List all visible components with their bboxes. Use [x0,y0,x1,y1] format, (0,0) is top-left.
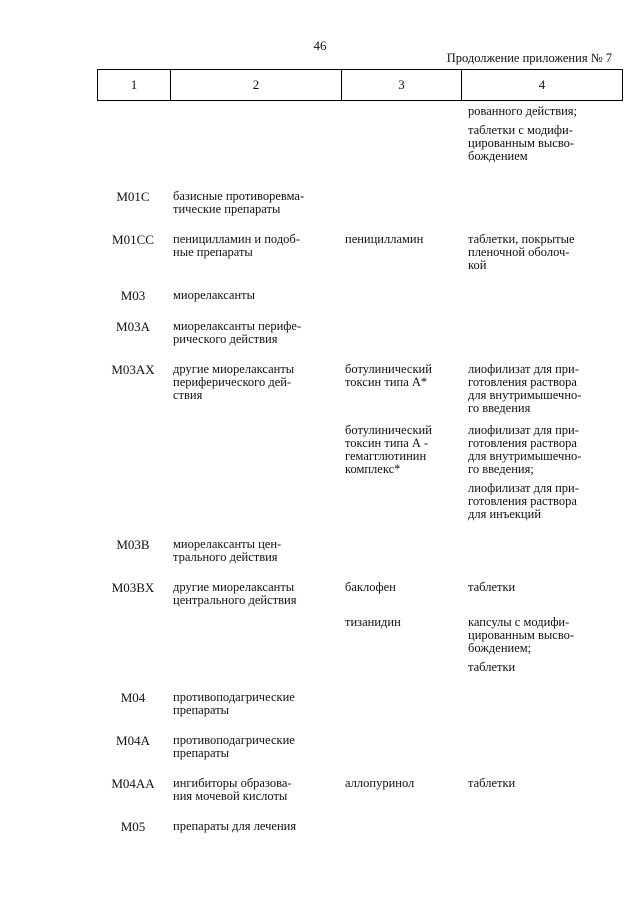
drug-name: аллопуринол [345,776,415,790]
drug-name-cell [343,424,464,538]
table-row [97,363,633,424]
group-name-cell [169,190,343,233]
dosage-form: лиофилизат для при- готовления раствора для инъекций [468,481,579,521]
dosage-form-cell [464,616,633,691]
dosage-form-cell [464,777,633,820]
dosage-form: лиофилизат для при- готовления раствора для внутримышечно- го введения; [468,423,582,476]
group-name-cell [169,777,343,820]
dosage-form: капсулы с модифи- цированным высво- бождением; [468,615,575,655]
group-name: другие миорелаксанты периферического дей- ствия [173,362,295,402]
dosage-form-cell [464,424,633,538]
group-name-cell [169,289,343,320]
drug-name: ботулинический токсин типа А* [345,362,432,389]
group-name-cell [169,616,343,691]
group-name: пеницилламин и подоб- ные препараты [173,232,300,259]
atc-code: M01C [116,189,150,204]
table-row [97,820,633,834]
atc-code: M04AA [111,776,155,791]
group-name-cell [169,581,343,616]
drug-name: пеницилламин [345,232,424,246]
atc-code: M05 [120,819,146,834]
drug-name-cell [343,616,464,691]
atc-code [97,424,169,538]
column-header-4: 4 [462,70,623,101]
atc-code: M03 [120,288,146,303]
column-header-table [97,69,623,101]
drug-name-cell [343,363,464,424]
group-name-cell [169,363,343,424]
column-header-3: 3 [342,70,462,101]
drug-name-cell [343,820,464,834]
dosage-form: таблетки [468,580,516,594]
table-row [97,777,633,820]
dosage-form-cell [464,734,633,777]
dosage-form: таблетки с модифи- цированным высво- бождением [468,123,575,163]
group-name-cell [169,538,343,581]
drug-name-cell [343,102,464,190]
atc-code: M03BX [111,580,155,595]
dosage-form-cell [464,102,633,190]
group-name: миорелаксанты перифе- рического действия [173,319,302,346]
group-name: препараты для лечения [173,819,297,833]
drug-name-cell [343,233,464,289]
atc-code: M03AX [111,362,155,377]
dosage-form: таблетки [468,660,516,674]
continuation-note: Продолжение приложения № 7 [446,51,612,65]
drug-name-cell [343,581,464,616]
table-row [97,734,633,777]
table-row [97,102,633,190]
drug-name-cell [343,691,464,734]
drug-name-cell [343,320,464,363]
dosage-form-cell [464,691,633,734]
dosage-form: таблетки, покрытые пленочной оболоч- кой [468,232,575,272]
atc-code: M03B [116,537,150,552]
dosage-form: лиофилизат для при- готовления раствора для внутримышечно- го введения [468,362,582,415]
dosage-form-cell [464,233,633,289]
group-name: базисные противоревма- тические препараты [173,189,305,216]
drug-name: баклофен [345,580,396,594]
group-name: другие миорелаксанты центрального действия [173,580,297,607]
table-row [97,424,633,538]
dosage-form-cell [464,190,633,233]
header-row [98,70,623,101]
drug-table [97,102,633,834]
drug-name-cell [343,777,464,820]
page-number: 46 [313,38,327,53]
group-name-cell [169,691,343,734]
atc-code: M04A [116,733,150,748]
dosage-form-cell [464,363,633,424]
column-header-2: 2 [171,70,342,101]
atc-code [97,616,169,691]
table-row [97,190,633,233]
group-name: миорелаксанты [173,288,255,302]
table-row [97,616,633,691]
dosage-form-cell [464,320,633,363]
group-name-cell [169,424,343,538]
drug-name-cell [343,190,464,233]
drug-name-cell [343,538,464,581]
drug-name: ботулинический токсин типа А - гемагглютинин комплекс* [345,423,432,476]
group-name-cell [169,820,343,834]
table-row [97,691,633,734]
group-name-cell [169,102,343,190]
table-row [97,538,633,581]
atc-code [97,102,169,190]
drug-name: тизанидин [345,615,401,629]
group-name: миорелаксанты цен- трального действия [173,537,282,564]
atc-code: M01CC [112,232,154,247]
table-row [97,581,633,616]
dosage-form: рованного действия; [468,104,578,118]
dosage-form-cell [464,538,633,581]
dosage-form-cell [464,820,633,834]
group-name: противоподагрические препараты [173,690,295,717]
dosage-form-cell [464,581,633,616]
group-name-cell [169,233,343,289]
column-header-1: 1 [98,70,171,101]
group-name-cell [169,734,343,777]
group-name: ингибиторы образова- ния мочевой кислоты [173,776,292,803]
table-row [97,233,633,289]
table-row [97,289,633,320]
atc-code: M03A [116,319,150,334]
drug-table-body [97,102,633,834]
dosage-form-cell [464,289,633,320]
table-row [97,320,633,363]
atc-code: M04 [120,690,146,705]
drug-name-cell [343,289,464,320]
drug-name-cell [343,734,464,777]
group-name-cell [169,320,343,363]
dosage-form: таблетки [468,776,516,790]
group-name: противоподагрические препараты [173,733,295,760]
